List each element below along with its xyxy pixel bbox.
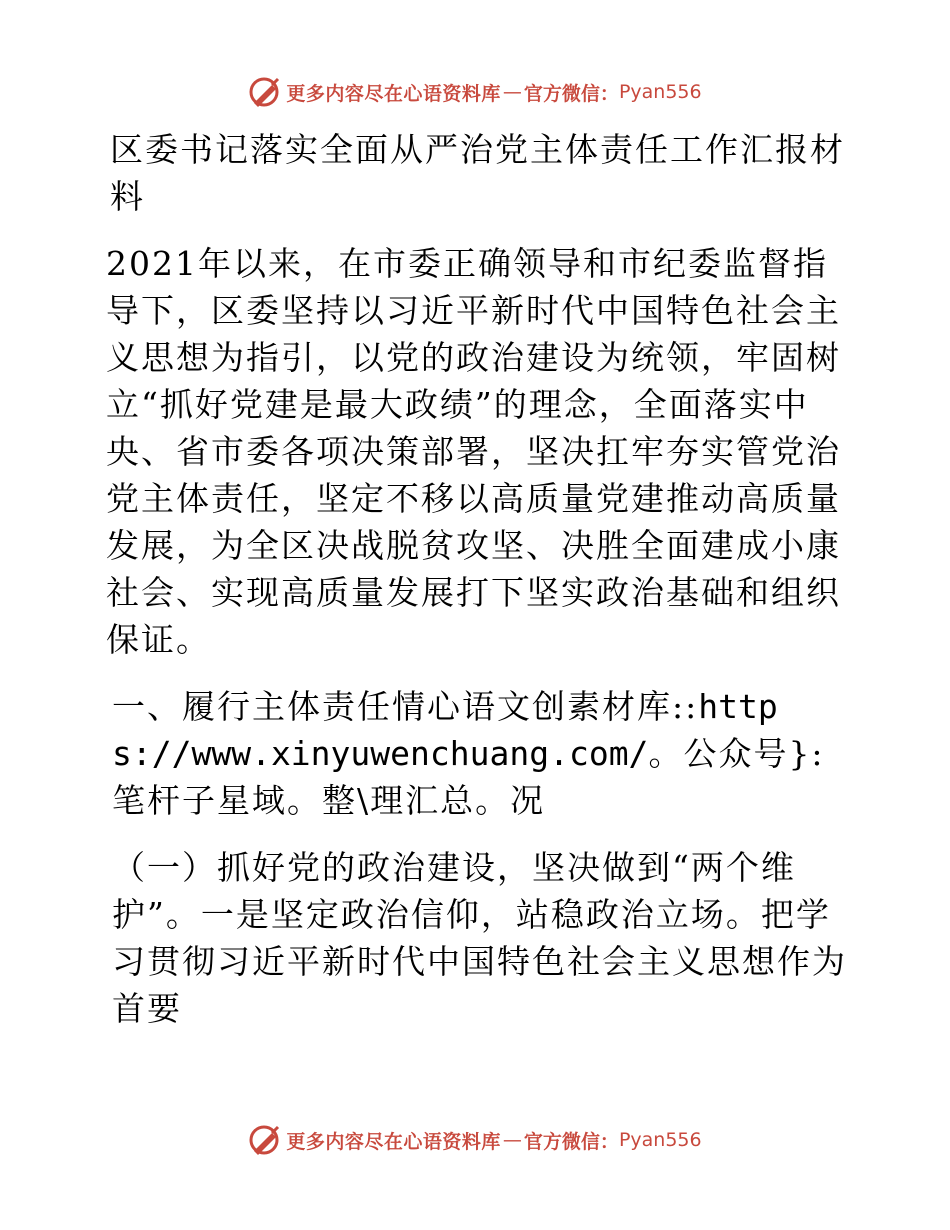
document-title: 区委书记落实全面从严治党主体责任工作汇报材料 xyxy=(110,130,845,216)
section-heading-1 xyxy=(98,683,850,824)
pen-logo-icon xyxy=(248,1124,282,1156)
watermark-label: 官方微信： xyxy=(523,1130,619,1153)
watermark-separator: — xyxy=(502,81,522,103)
watermark-text: 更多内容尽在心语资料库 xyxy=(286,1130,501,1153)
section-heading-url: https://www.xinyuwenchuang.com/ xyxy=(112,687,778,773)
footer-watermark xyxy=(0,1124,950,1156)
watermark-separator: — xyxy=(502,1129,522,1151)
header-watermark xyxy=(0,76,950,108)
watermark-label: 官方微信： xyxy=(523,82,619,105)
section-heading-prefix: 一、履行主体责任情心语文创素材库:: xyxy=(112,687,699,726)
watermark-wechat-id: Pyan556 xyxy=(618,81,702,103)
pen-logo-icon xyxy=(248,76,282,108)
watermark-wechat-id: Pyan556 xyxy=(618,1129,702,1151)
section-heading-suffix: 。公众号}: 笔杆子星域。整\理汇总。况 xyxy=(112,734,825,820)
document-body xyxy=(98,126,850,1032)
paragraph-intro: 2021年以来，在市委正确领导和市纪委监督指导下，区委坚持以习近平新时代中国特色社会主义思想为指引，以党的政治建设为统领，牢固树立“抓好党建是最大政绩”的理念，全面落实中央、省市委各项决策部署，坚决扛牢夯实管党治党主体责任，坚定不移以高质量党建推动高质量发展，为全区决战脱贫攻坚、决胜全面建成小康社会、实现高质量发展打下坚实政治基础和组织保证。 xyxy=(106,244,841,659)
paragraph-political-building: （一）抓好党的政治建设，坚决做到“两个维护”。一是坚定政治信仰，站稳政治立场。把学习贯彻习近平新时代中国特色社会主义思想作为首要 xyxy=(112,848,847,1028)
watermark-text: 更多内容尽在心语资料库 xyxy=(286,82,501,105)
